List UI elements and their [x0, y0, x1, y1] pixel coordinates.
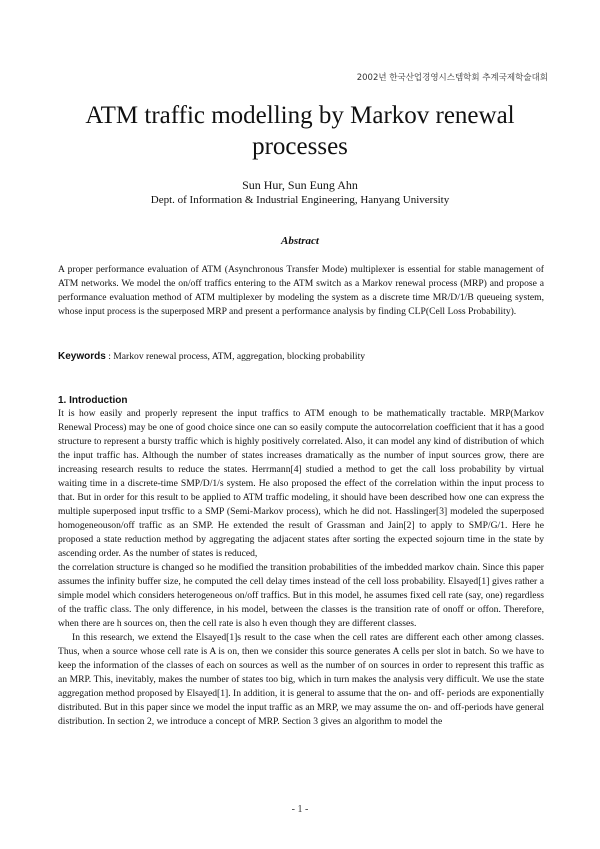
page-number: - 1 -	[291, 804, 309, 815]
abstract-heading: Abstract	[281, 235, 319, 247]
affiliation: Dept. of Information & Industrial Engineering, Hanyang University	[150, 194, 450, 206]
introduction-body	[58, 407, 544, 729]
intro-paragraph-2: the correlation structure is changed so he modified the transition probabilities of the imbedded markov chain. Since this paper assumes the infinity buffer size, he computed the cell delay times instead of the cell loss probability. Elsayed[1] gives rather a simple model which considers heterogeneous on/off traffics. But in this model, he assumes fixed cell rate (say, one) regardless of the traffic class. The only difference, in his model, between the classes is the transition rate of onoff or offon. Therefore, when there are h sources on, then the cell rate is also h even though they are different classes.	[58, 562, 544, 629]
conference-header: 2002년 한국산업경영시스템학회 추계국제학술대회	[356, 73, 548, 83]
keywords-text: : Markov renewal process, ATM, aggregation, blocking probability	[105, 351, 366, 362]
title-line-2: processes	[252, 133, 348, 160]
abstract-body: A proper performance evaluation of ATM (Asynchronous Transfer Mode) multiplexer is essential for stable management of ATM networks. We model the on/off traffics entering to the ATM switch as a Markov renewal process (MRP) and propose a performance evaluation method of ATM multiplexer by modeling the system as a discrete time MR/D/1/B queueing system, whose input process is the superposed MRP and present a performance analysis by finding CLP(Cell Loss Probability).	[58, 264, 544, 317]
keywords-label: Keywords	[58, 351, 106, 362]
title-line-1: ATM traffic modelling by Markov renewal	[85, 102, 515, 129]
section-heading-introduction: 1. Introduction	[58, 395, 128, 406]
intro-paragraph-3: In this research, we extend the Elsayed[1]s result to the case when the cell rates are different each other among classes. Thus, when a source whose cell rate is A is on, then we consider this source generates A cells per slot in batch. So we have to keep the information of the classes of each on sources as well as the number of on sources in order to represent this traffic as an MRP. This, inevitably, makes the number of states too big, which in turn makes the analysis very difficult. We use the state aggregation method proposed by Elsayed[1]. In addition, it is general to assume that the on- and off- periods are exponentially distributed. But in this paper since we model the input traffic as an MRP, we may assume the on- and off-periods have general distribution. In section 2, we introduce a concept of MRP. Section 3 gives an algorithm to model the	[58, 632, 544, 727]
keywords-line	[58, 350, 544, 364]
authors: Sun Hur, Sun Eung Ahn	[242, 178, 358, 192]
intro-paragraph-1: It is how easily and properly represent the input traffics to ATM enough to be mathematically tractable. MRP(Markov Renewal Process) may be one of good choice since one can so easily compute the autocorrelation coefficient that it has a good structure to represent a bursty traffic which is highly positively correlated. Also, it can model any kind of distribution of which the input traffic has. Although the number of states increases dramatically as the number of input sources grow, there are increasing research results to reduce the states. Herrmann[4] studied a method to get the call loss probability by virtual waiting time in a discrete-time SMP/D/1/s system. He also proposed the effect of the correlation within the input process to that. But in order for this result to be applied to ATM traffic modeling, it should have been described how one can express the multiple superposed input trsffic to a SMP (Semi-Markov process), which he did not. Hasslinger[3] modeled the superposed homogeneouson/off traffic as an SMP. He extended the result of Grassman and Jain[2] to apply to SMP/G/1. Here he proposed a state reduction method by aggregating the adjacent states after sorting the expected sojourn time in the state by ascending order. As the number of states is reduced,	[58, 408, 544, 559]
paper-title	[40, 100, 560, 162]
